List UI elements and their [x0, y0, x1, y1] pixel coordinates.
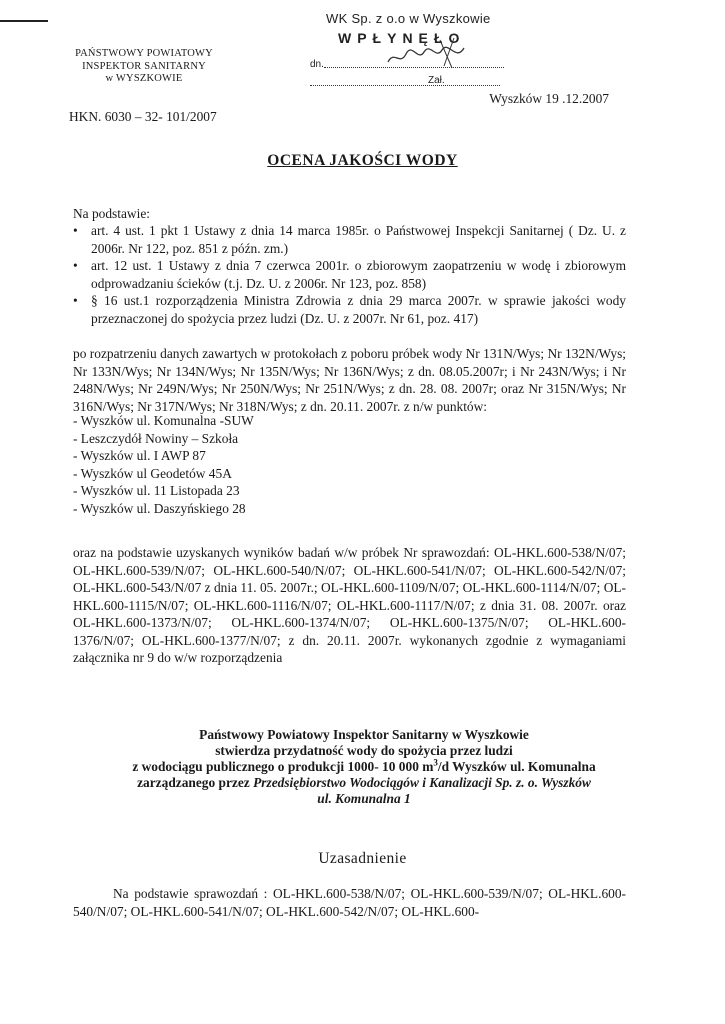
- stamp-dn-label: dn.: [310, 59, 324, 70]
- legal-basis-list: [73, 222, 626, 327]
- legal-basis-text: § 16 ust.1 rozporządzenia Ministra Zdrowia z dnia 29 marca 2007r. w sprawie jakości wody przeznaczonej do spożycia przez ludzi (Dz. U. z 2007r. Nr 61, poz. 417): [91, 293, 626, 326]
- verdict-company-name: Przedsiębiorstwo Wodociągów i Kanalizacji Sp. z. o. Wyszków: [253, 775, 591, 790]
- justification-paragraph: Na podstawie sprawozdań : OL-HKL.600-538/N/07; OL-HKL.600-539/N/07; OL-HKL.600-540/N/07; OL-HKL.600-541/N/07; OL-HKL.600-542/N/07; OL-HKL.600-: [73, 886, 626, 919]
- verdict-block: [70, 727, 658, 807]
- document-date: Wyszków 19 .12.2007: [489, 91, 609, 106]
- sampling-protocols-paragraph: po rozpatrzeniu danych zawartych w protokołach z poboru próbek wody Nr 131N/Wys; Nr 132N/Wys; Nr 133N/Wys; Nr 134N/Wys; Nr 135N/Wys; Nr 136N/Wys; z dn. 08.05.2007r; i Nr 243N/Wys; i Nr 248N/Wys; Nr 249N/Wys; Nr 250N/Wys; Nr 251N/Wys; z dn. 28. 08. 2007r; oraz Nr 315N/Wys; Nr 316N/Wys; Nr 317N/Wys; Nr 318N/Wys; z dn. 20.11. 2007r. z n/w punktów:: [73, 346, 626, 414]
- verdict-line-1: Państwowy Powiatowy Inspektor Sanitarny w Wyszkowie: [199, 727, 529, 742]
- received-stamp: [310, 10, 520, 96]
- verdict-company-address: ul. Komunalna 1: [317, 791, 411, 806]
- reference-number: HKN. 6030 – 32- 101/2007: [69, 109, 217, 124]
- verdict-line-3-post: /d Wyszków ul. Komunalna: [437, 759, 596, 774]
- sampling-point: - Leszczydół Nowiny – Szkoła: [73, 430, 239, 446]
- bullet-icon: •: [73, 293, 78, 308]
- authority-header: [54, 48, 234, 86]
- sampling-point: - Wyszków ul. I AWP 87: [73, 448, 206, 463]
- legal-basis-text: art. 12 ust. 1 Ustawy z dnia 7 czerwca 2001r. o zbiorowym zaopatrzeniu w wodę i zbiorowym odprowadzaniu ścieków (t.j. Dz. U. z 2006r. Nr 123, poz. 858): [91, 258, 626, 291]
- verdict-line-4: [70, 775, 658, 791]
- verdict-line-2: stwierdza przydatność wody do spożycia przez ludzi: [215, 743, 513, 758]
- justification-heading: Uzasadnienie: [318, 850, 407, 867]
- stamp-received: WPŁYNĘŁO: [338, 30, 466, 46]
- sampling-point: - Wyszków ul Geodetów 45A: [73, 465, 232, 481]
- document-title: OCENA JAKOŚCI WODY: [267, 152, 458, 169]
- sampling-point: - Wyszków ul. 11 Listopada 23: [73, 483, 240, 498]
- authority-line-1: PAŃSTWOWY POWIATOWY: [75, 48, 213, 59]
- list-item: [73, 222, 626, 257]
- verdict-line-3-pre: z wodociągu publicznego o produkcji 1000- 10 000 m: [132, 759, 434, 774]
- corner-rule: [0, 20, 48, 22]
- authority-line-3: w WYSZKOWIE: [105, 73, 183, 84]
- sampling-point: - Wyszków ul. Komunalna -SUW: [73, 413, 254, 428]
- verdict-unit-superscript: 3: [433, 757, 438, 768]
- sampling-points-list: [73, 412, 626, 517]
- stamp-dotted-line: [310, 84, 500, 86]
- test-reports-paragraph: oraz na podstawie uzyskanych wyników badań w/w próbek Nr sprawozdań: OL-HKL.600-538/N/07; OL-HKL.600-539/N/07; OL-HKL.600-540/N/07; OL-HKL.600-541/N/07; OL-HKL.600-542/N/07; OL-HKL.600-543/N/07 z dnia 11. 05. 2007r.; OL-HKL.600-1109/N/07; OL-HKL.600-1114/N/07; OL-HKL.600-1115/N/07; OL-HKL.600-1116/N/07; OL-HKL.600-1117/N/07; z dnia 31. 08. 2007r. oraz OL-HKL.600-1373/N/07; OL-HKL.600-1374/N/07; OL-HKL.600-1375/N/07; OL-HKL.600-1376/N/07; OL-HKL.600-1377/N/07; z dn. 20.11. 2007r. wykonanych zgodnie z wymaganiami załącznika nr 9 do w/w rozporządzenia: [73, 545, 626, 665]
- basis-intro: Na podstawie:: [73, 206, 150, 221]
- verdict-line-3: [70, 759, 658, 775]
- authority-line-2: INSPEKTOR SANITARNY: [82, 60, 206, 72]
- stamp-dotted-line: [324, 66, 504, 68]
- bullet-icon: •: [73, 223, 78, 238]
- verdict-line-4-pre: zarządzanego przez: [137, 775, 254, 790]
- legal-basis-text: art. 4 ust. 1 pkt 1 Ustawy z dnia 14 marca 1985r. o Państwowej Inspekcji Sanitarnej ( Dz. U. z 2006r. Nr 122, poz. 851 z późn. zm.): [91, 223, 626, 256]
- bullet-icon: •: [73, 258, 78, 273]
- list-item: [73, 257, 626, 292]
- list-item: [73, 292, 626, 327]
- stamp-za-label: Zał.: [428, 75, 445, 86]
- sampling-point: - Wyszków ul. Daszyńskiego 28: [73, 500, 246, 516]
- stamp-company: WK Sp. z o.o w Wyszkowie: [326, 11, 491, 26]
